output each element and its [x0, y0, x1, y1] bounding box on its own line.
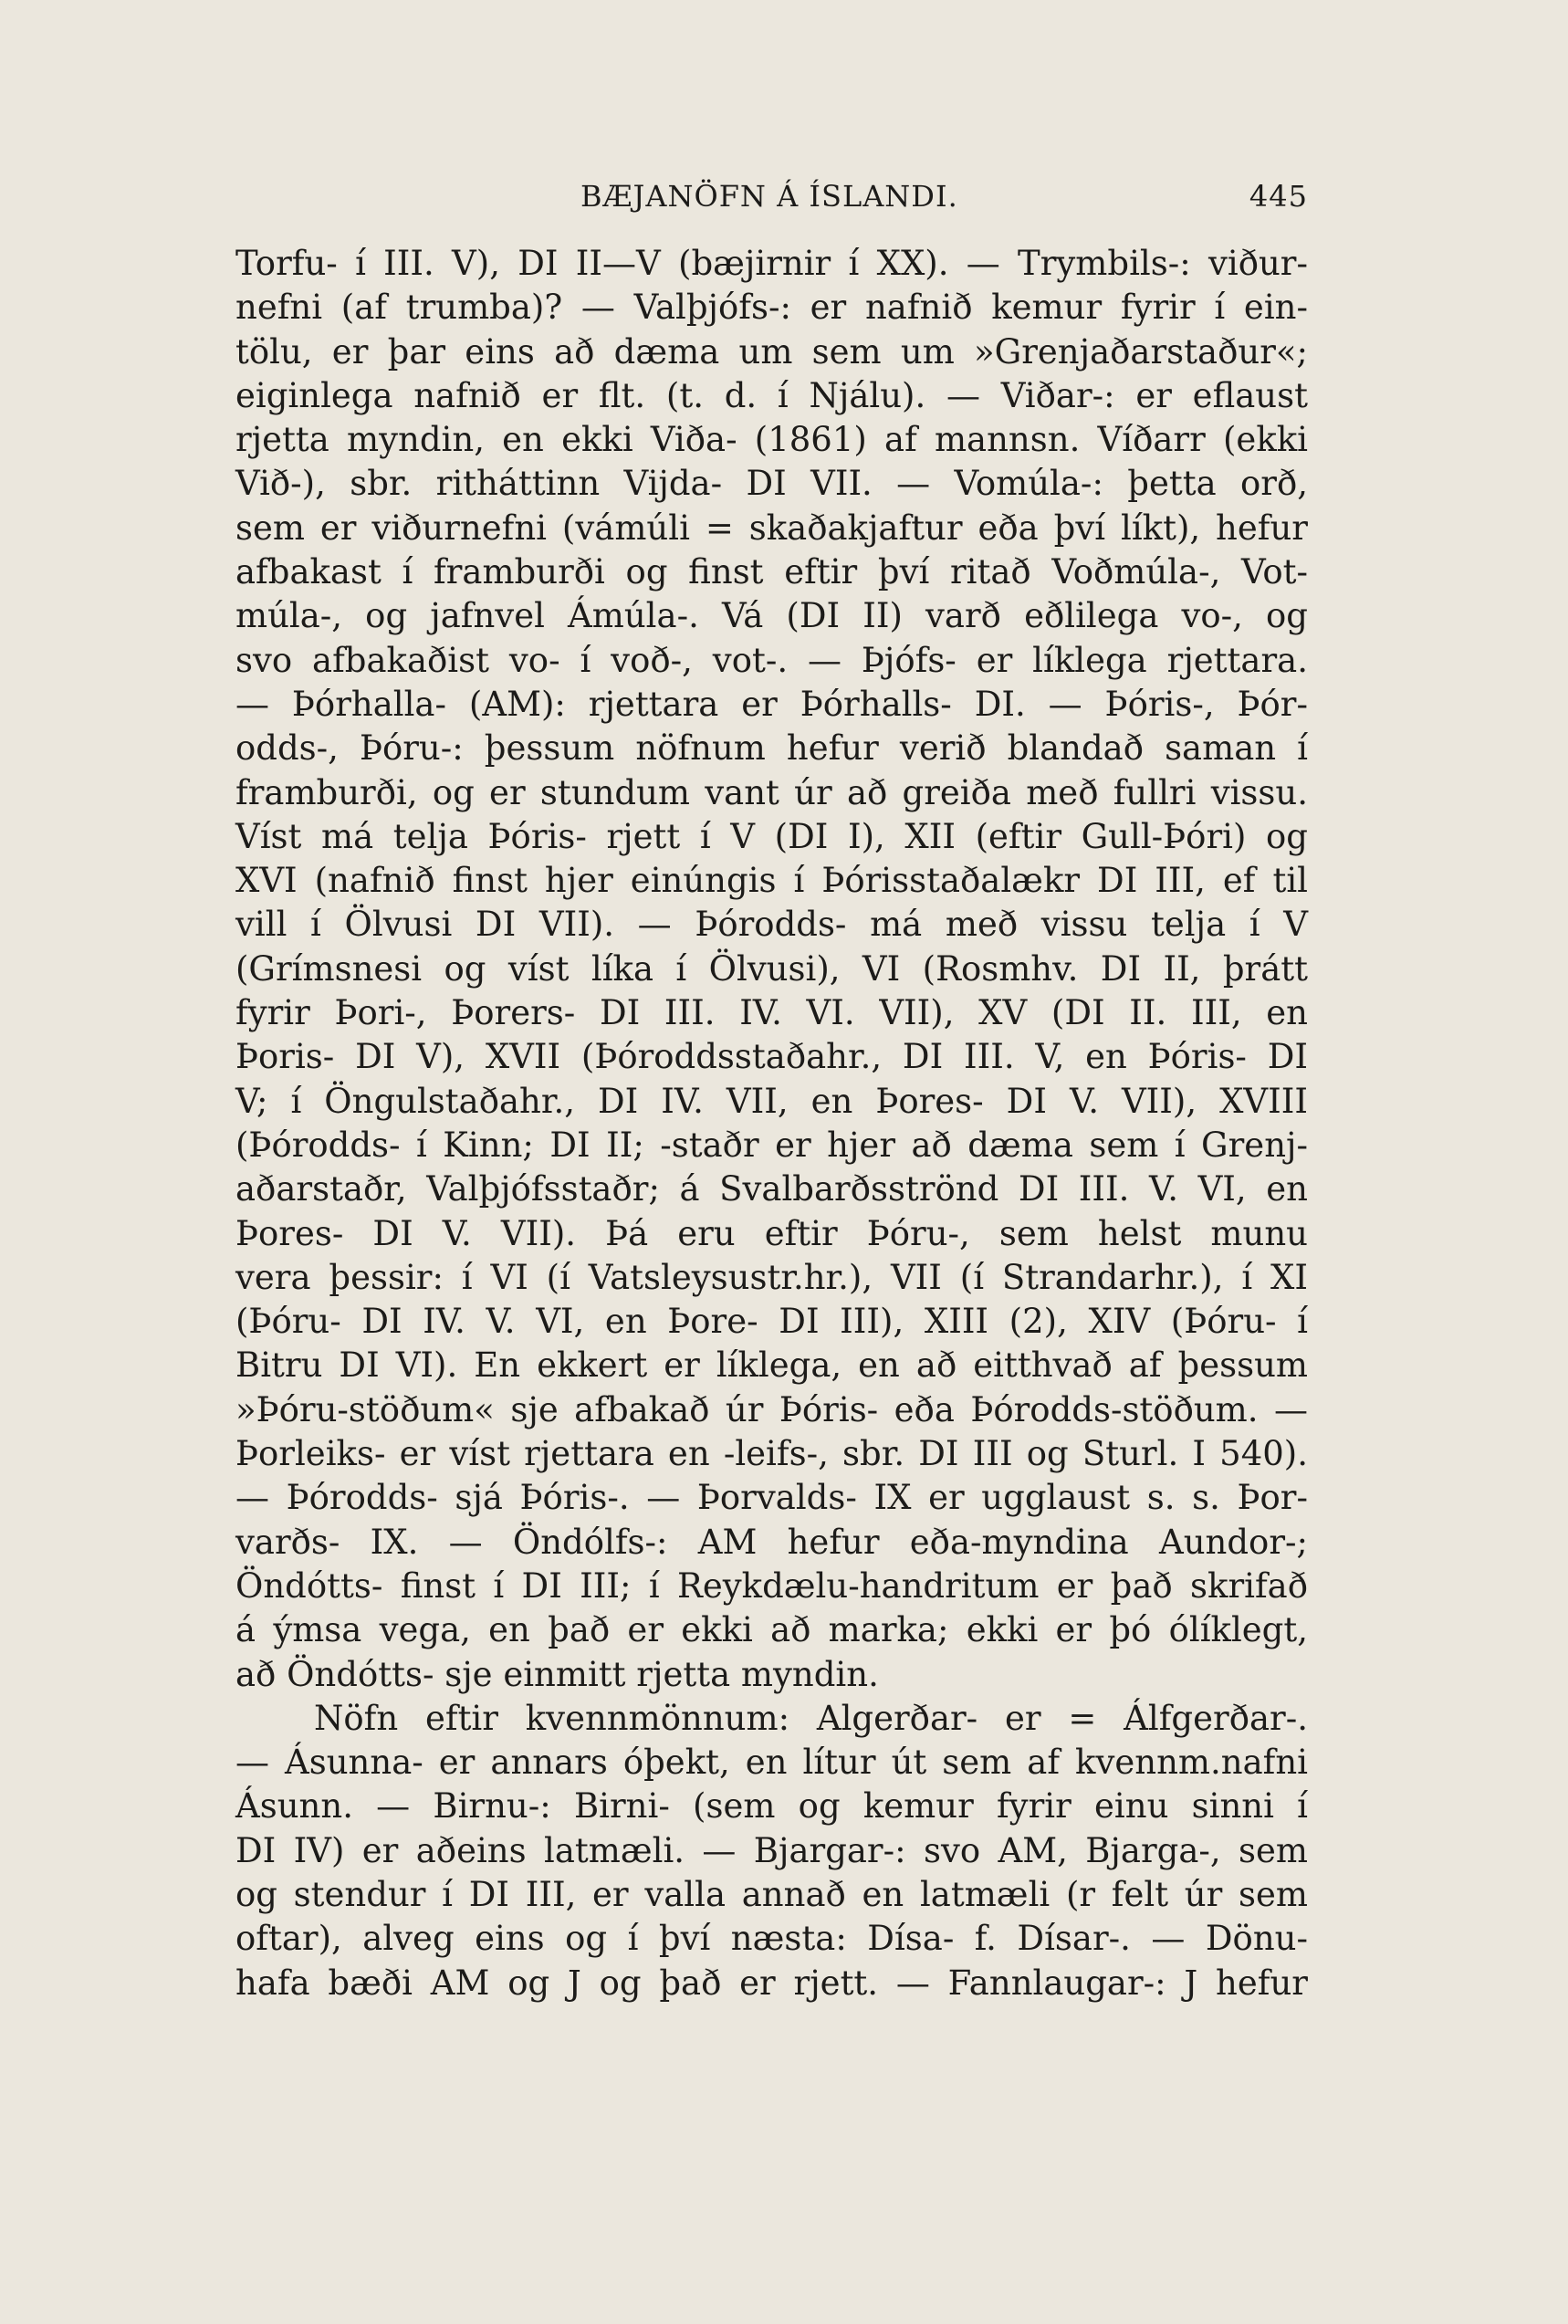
text-line: oftar), alveg eins og í því næsta: Dísa- f. Dísar-. — Dönu-: [235, 1919, 1308, 1959]
text-line: (Grímsnesi og víst líka í Ölvusi), VI (Rosmhv. DI II, þrátt: [235, 948, 1308, 989]
text-line: Víst má telja Þóris- rjett í V (DI I), XII (eftir Gull-Þóri) og: [235, 816, 1308, 856]
text-line: (Þórodds- í Kinn; DI II; -staðr er hjer að dæma sem í Grenj-: [235, 1125, 1308, 1165]
text-line: nefni (af trumba)? — Valþjófs-: er nafnið kemur fyrir í ein-: [235, 288, 1308, 328]
text-line: og stendur í DI III, er valla annað en latmæli (r felt úr sem: [235, 1874, 1308, 1914]
text-line: eiginlega nafnið er flt. (t. d. í Njálu). — Viðar-: er eflaust: [235, 375, 1308, 415]
text-line: rjetta myndin, en ekki Viða- (1861) af mannsn. Víðarr (ekki: [235, 420, 1308, 460]
text-line: »Þóru-stöðum« sje afbakað úr Þóris- eða Þórodds-stöðum. —: [235, 1389, 1308, 1429]
text-line: — Ásunna- er annars óþekt, en lítur út sem af kvennm.nafni: [235, 1743, 1308, 1783]
text-line: fyrir Þori-, Þorers- DI III. IV. VI. VII), XV (DI II. III, en: [235, 993, 1308, 1033]
text-line: hafa bæði AM og J og það er rjett. — Fannlaugar-: J hefur: [235, 1963, 1308, 2003]
text-line: (Þóru- DI IV. V. VI, en Þore- DI III), XIII (2), XIV (Þóru- í: [235, 1302, 1308, 1342]
text-line: að Öndótts- sje einmitt rjetta myndin.: [235, 1654, 879, 1694]
running-header: [235, 179, 1308, 219]
text-line: Ásunn. — Birnu-: Birni- (sem og kemur fyrir einu sinni í: [235, 1786, 1308, 1827]
text-line: Torfu- í III. V), DI II—V (bæjirnir í XX). — Trymbils-: viður-: [235, 244, 1308, 283]
text-line: tölu, er þar eins að dæma um sem um »Grenjaðarstaður«;: [235, 331, 1308, 372]
text-line: múla-, og jafnvel Ámúla-. Vá (DI II) varð eðlilega vo-, og: [235, 596, 1308, 636]
text-line: á ýmsa vega, en það er ekki að marka; ekki er þó ólíklegt,: [235, 1610, 1308, 1650]
text-line: afbakast í framburði og finst eftir því ritað Voðmúla-, Vot-: [235, 552, 1308, 592]
text-line: odds-, Þóru-: þessum nöfnum hefur verið blandað saman í: [235, 728, 1308, 769]
text-line: Bitru DI VI). En ekkert er líklega, en að eitthvað af þessum: [235, 1345, 1308, 1386]
text-line: Við-), sbr. ritháttinn Vijda- DI VII. — Vomúla-: þetta orð,: [235, 464, 1308, 504]
text-line: V; í Öngulstaðahr., DI IV. VII, en Þores- DI V. VII), XVIII: [235, 1081, 1308, 1121]
text-line: sem er viðurnefni (vámúli = skaðakjaftur eða því líkt), hefur: [235, 508, 1308, 548]
text-line: varðs- IX. — Öndólfs-: AM hefur eða-myndina Aundor-;: [235, 1522, 1308, 1562]
page-number: 445: [1249, 179, 1308, 214]
header-title: BÆJANÖFN Á ÍSLANDI.: [580, 179, 958, 214]
text-line: vera þessir: í VI (í Vatsleysustr.hr.), VII (í Strandarhr.), í XI: [235, 1257, 1308, 1297]
text-line: — Þórodds- sjá Þóris-. — Þorvalds- IX er ugglaust s. s. Þor-: [235, 1478, 1308, 1518]
text-line: Þorleiks- er víst rjettara en -leifs-, sbr. DI III og Sturl. I 540).: [235, 1434, 1308, 1474]
body-text: [235, 242, 1308, 2005]
text-line: framburði, og er stundum vant úr að greiða með fullri vissu.: [235, 772, 1308, 812]
text-line: aðarstaðr, Valþjófsstaðr; á Svalbarðsströnd DI III. V. VI, en: [235, 1169, 1308, 1209]
text-line: svo afbakaðist vo- í voð-, vot-. — Þjófs- er líklega rjettara.: [235, 640, 1308, 680]
text-line: — Þórhalla- (AM): rjettara er Þórhalls- DI. — Þóris-, Þór-: [235, 684, 1308, 724]
text-line: XVI (nafnið finst hjer einúngis í Þórisstaðalækr DI III, ef til: [235, 861, 1308, 901]
text-line: Nöfn eftir kvennmönnum: Algerðar- er = Álfgerðar-.: [314, 1698, 1308, 1738]
text-line: vill í Ölvusi DI VII). — Þórodds- má með vissu telja í V: [235, 905, 1308, 945]
text-line: Öndótts- finst í DI III; í Reykdælu-handritum er það skrifað: [235, 1565, 1308, 1606]
text-line: DI IV) er aðeins latmæli. — Bjargar-: svo AM, Bjarga-, sem: [235, 1830, 1308, 1870]
text-line: Þoris- DI V), XVII (Þóroddsstaðahr., DI III. V, en Þóris- DI: [235, 1037, 1308, 1077]
text-line: Þores- DI V. VII). Þá eru eftir Þóru-, sem helst munu: [235, 1213, 1308, 1253]
